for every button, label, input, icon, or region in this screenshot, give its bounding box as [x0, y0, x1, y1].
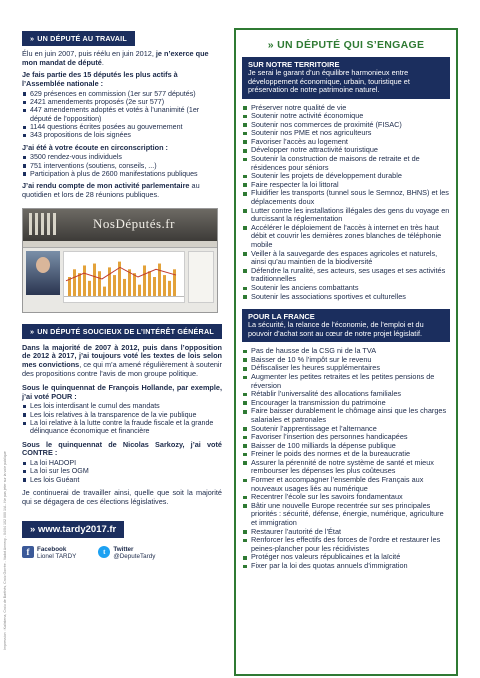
- top15-heading: Je fais partie des 15 députés les plus actifs à l’Assemblée nationale :: [22, 70, 178, 89]
- screenshot-body: [23, 248, 217, 306]
- right-column: [234, 28, 458, 676]
- list-item: Développer notre attractivité touristique: [242, 146, 450, 155]
- list-item: Soutenir les anciens combattants: [242, 284, 450, 293]
- activity-chart-graphic: [64, 252, 184, 302]
- list-item: Faire respecter la loi littoral: [242, 181, 450, 190]
- screenshot-nav: [23, 241, 217, 248]
- list-item: Les lois relatives à la transparence de la vie publique: [22, 411, 222, 419]
- list-item: Accélérer le déploiement de l’accès à internet en très haut débit et couvrir les dernières zones blanches de téléphonie mobile: [242, 224, 450, 250]
- listen-list: [22, 153, 222, 178]
- chevron-icon: »: [30, 34, 35, 43]
- list-item: Favoriser l’accès au logement: [242, 138, 450, 147]
- social-links: [22, 546, 222, 560]
- left-column: [22, 28, 222, 560]
- list-item: Soutenir l’apprentissage et l’alternance: [242, 425, 450, 434]
- list-item: Recentrer l’école sur les savoirs fondamentaux: [242, 493, 450, 502]
- list-item: Restaurer l’autorité de l’État: [242, 528, 450, 537]
- activity-chart: [63, 251, 185, 303]
- closing-paragraph: Je continuerai de travailler ainsi, quelle que soit la majorité qui se dégagera de ces élections législatives.: [22, 488, 222, 506]
- list-item: Encourager la transmission du patrimoine: [242, 399, 450, 408]
- listen-heading: J’ai été à votre écoute en circonscription :: [22, 142, 168, 152]
- list-item: 343 propositions de lois signées: [22, 131, 222, 139]
- interest-paragraph: Dans la majorité de 2007 à 2012, puis dans l’opposition de 2012 à 2017, j’ai toujours voté les textes de lois selon mes convictions, ce qui m’a amené régulièrement à soutenir des propositions contre l’avis de mon groupe politique.: [22, 342, 222, 378]
- hollande-list: [22, 402, 222, 435]
- france-title: POUR LA FRANCE: [248, 312, 315, 322]
- list-item: Défendre la ruralité, ses acteurs, ses usages et ses activités traditionnelles: [242, 267, 450, 284]
- list-item: Pas de hausse de la CSG ni de la TVA: [242, 347, 450, 356]
- list-item: Soutenir les associations sportives et culturelles: [242, 293, 450, 302]
- facebook-icon: f: [22, 546, 34, 558]
- nosdeputes-screenshot: [22, 208, 218, 313]
- territory-title: SUR NOTRE TERRITOIRE: [248, 60, 340, 69]
- list-item: Préserver notre qualité de vie: [242, 104, 450, 113]
- france-box: [242, 309, 450, 342]
- list-item: Renforcer les effectifs des forces de l’ordre et restaurer les peines-plancher pour les récidivistes: [242, 536, 450, 553]
- list-item: 751 interventions (soutiens, conseils, ...): [22, 162, 222, 170]
- territory-desc: Je serai le garant d’un équilibre harmonieux entre développement économique, urbain, touristique et préservation de notre patrimoine naturel.: [248, 68, 410, 94]
- list-item: Veiller à la sauvegarde des espaces agricoles et naturels, ainsi qu’au maintien de la biodiversité: [242, 250, 450, 267]
- list-item: Fixer par la loi des quotas annuels d’immigration: [242, 562, 450, 571]
- list-item: Freiner le poids des normes et de la bureaucratie: [242, 450, 450, 459]
- sarkozy-heading: Sous le quinquennat de Nicolas Sarkozy, j’ai voté CONTRE :: [22, 439, 222, 458]
- deputy-photo: [26, 251, 60, 295]
- section-header-work: » UN DÉPUTÉ AU TRAVAIL: [22, 31, 135, 46]
- chevron-icon: »: [30, 326, 35, 336]
- list-item: 629 présences en commission (1er sur 577 députés): [22, 90, 222, 98]
- list-item: Participation à plus de 2600 manifestations publiques: [22, 170, 222, 178]
- list-item: Former et accompagner l’ensemble des Français aux nouveaux usages liés au numérique: [242, 476, 450, 493]
- list-item: Soutenir nos PME et nos agriculteurs: [242, 129, 450, 138]
- territory-box: [242, 57, 450, 99]
- report-paragraph: J’ai rendu compte de mon activité parlementaire au quotidien et lors de 28 réunions publiques.: [22, 181, 200, 199]
- list-item: La loi sur les OGM: [22, 467, 222, 475]
- france-desc: La sécurité, la relance de l’économie, de l’emploi et du pouvoir d’achat sont au cœur de notre projet législatif.: [248, 320, 424, 338]
- list-item: Soutenir nos commerces de proximité (FISAC): [242, 121, 450, 130]
- section-header-interest: » UN DÉPUTÉ SOUCIEUX DE L’INTÉRÊT GÉNÉRAL: [22, 324, 222, 339]
- list-item: Défiscaliser les heures supplémentaires: [242, 364, 450, 373]
- list-item: Assurer la pérennité de notre système de santé et mieux rembourser les dépenses les plus coûteuses: [242, 459, 450, 476]
- screenshot-banner: [23, 209, 217, 241]
- list-item: Favoriser l’insertion des personnes handicapées: [242, 433, 450, 442]
- engagement-title: » UN DÉPUTÉ QUI S’ENGAGE: [267, 39, 425, 51]
- list-item: Les lois Guéant: [22, 476, 222, 484]
- list-item: Protéger nos valeurs républicaines et la laïcité: [242, 553, 450, 562]
- territory-list: [242, 104, 450, 302]
- stats-list: [22, 90, 222, 140]
- imprint-note: Impression : Kalistena, Croix de Barthès, Croix Gorrée - Vadot Annecy - 04/04 102 000 1/A - Ne pas jeter sur la voie publique: [3, 451, 7, 650]
- columns-icon: [29, 213, 56, 235]
- list-item: Fluidifier les transports (tunnel sous le Semnoz, BHNS) et les déplacements doux: [242, 189, 450, 206]
- screenshot-sidebar: [188, 251, 214, 303]
- list-item: La loi relative à la lutte contre la fraude fiscale et la grande délinquance économique et financière: [22, 419, 222, 436]
- chevron-icon: »: [267, 39, 278, 51]
- twitter-link[interactable]: t Twitter @DeputeTardy: [98, 546, 155, 560]
- list-item: Faire baisser durablement le chômage ainsi que les charges salariales et patronales: [242, 407, 450, 424]
- list-item: Rétablir l’universalité des allocations familiales: [242, 390, 450, 399]
- screenshot-logo: NosDéputés.fr: [93, 215, 175, 231]
- list-item: 447 amendements adoptés et votés à l’unanimité (1er député de l’opposition): [22, 106, 222, 123]
- facebook-link[interactable]: f Facebook Lionel TARDY: [22, 546, 76, 560]
- list-item: Lutter contre les installations illégales des gens du voyage en durcissant la réglementation: [242, 207, 450, 224]
- list-item: Soutenir les projets de développement durable: [242, 172, 450, 181]
- list-item: 2421 amendements proposés (2e sur 577): [22, 98, 222, 106]
- list-item: Les lois interdisant le cumul des mandats: [22, 402, 222, 410]
- list-item: 3500 rendez-vous individuels: [22, 153, 222, 161]
- list-item: Baisser de 10 % l’impôt sur le revenu: [242, 356, 450, 365]
- website-link[interactable]: » www.tardy2017.fr: [22, 521, 124, 538]
- list-item: Soutenir la construction de maisons de retraite et de résidences pour séniors: [242, 155, 450, 172]
- france-list: [242, 347, 450, 570]
- list-item: Augmenter les petites retraites et les petites pensions de réversion: [242, 373, 450, 390]
- sarkozy-list: [22, 459, 222, 484]
- section-interest: [22, 321, 222, 507]
- list-item: Baisser de 100 milliards la dépense publique: [242, 442, 450, 451]
- list-item: 1144 questions écrites posées au gouvernement: [22, 123, 222, 131]
- twitter-icon: t: [98, 546, 110, 558]
- chevron-icon: »: [30, 523, 38, 535]
- list-item: Soutenir notre activité économique: [242, 112, 450, 121]
- list-item: Bâtir une nouvelle Europe recentrée sur ses principales priorités : sécurité, défense, énergie, numérique, agriculture et immigration: [242, 502, 450, 528]
- intro-paragraph: Élu en juin 2007, puis réélu en juin 2012, je n’exerce que mon mandat de député.: [22, 49, 209, 67]
- hollande-heading: Sous le quinquennat de François Hollande, par exemple, j’ai voté POUR :: [22, 382, 222, 401]
- list-item: La loi HADOPI: [22, 459, 222, 467]
